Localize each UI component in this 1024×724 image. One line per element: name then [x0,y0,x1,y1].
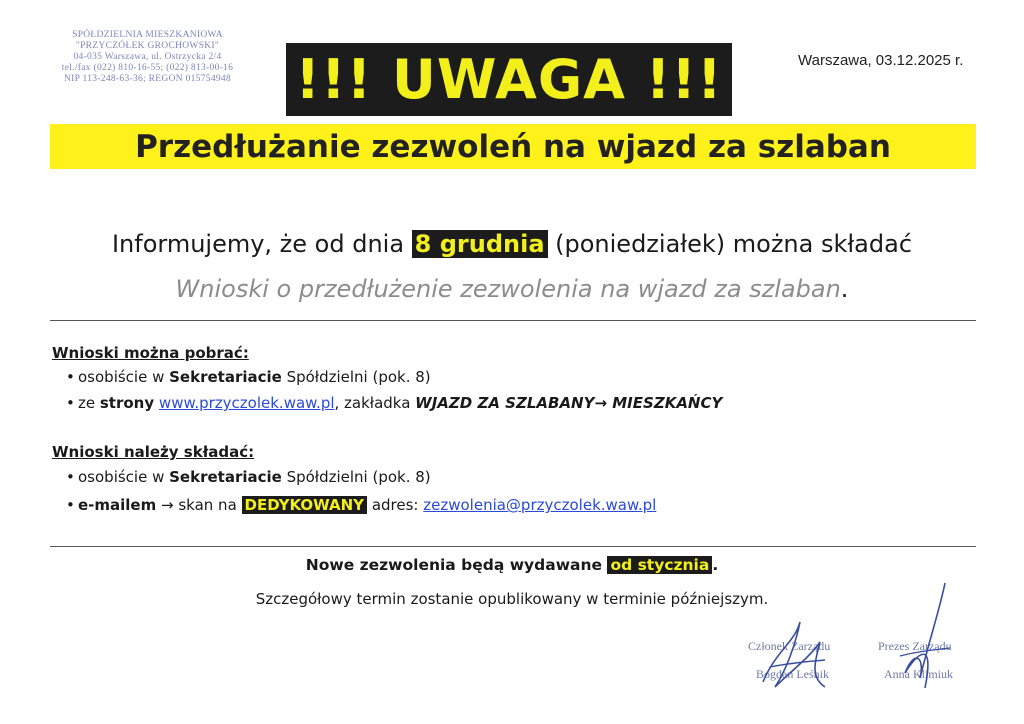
handwritten-signature-president [895,578,955,698]
signature-name: Anna Klimiuk [884,667,953,681]
text: . [712,556,719,574]
document-date: Warszawa, 03.12.2025 r. [798,52,964,69]
tab-name: WJAZD ZA SZLABANY→ MIESZKAŃCY [415,394,723,412]
intro-date-highlight: 8 grudnia [412,230,548,258]
download-heading: Wnioski można pobrać: [52,344,249,362]
intro-line-2 [0,275,1024,303]
footer-notice [0,556,1024,574]
intro-line [0,230,1024,258]
footer-detail: Szczegółowy termin zostanie opublikowany w terminie późniejszym. [255,590,769,608]
signature-role: Członek Zarządu [748,639,831,653]
signature-name: Bogdan Leśnik [756,667,829,681]
intro-text-before: Informujemy, że od dnia [111,230,412,258]
letterhead-line: NIP 113-248-63-36; REGON 015754948 [63,74,232,84]
text: adres: [367,496,424,514]
text-bold: strony [99,394,155,412]
text: ze [78,394,100,412]
divider [50,546,976,547]
download-item-office [66,368,431,386]
bullet-dot: • [66,394,75,412]
letterhead-line: tel./fax (022) 810-16-55; (022) 813-00-16 [61,63,234,73]
letterhead-line: "PRZYCZÓŁEK GROCHOWSKI" [75,41,220,51]
text-bold: Sekretariacie [169,468,282,486]
submit-item-email [66,496,656,514]
handwritten-signature-member [755,612,835,697]
text: Spółdzielni (pok. 8) [281,468,431,486]
website-link[interactable]: www.przyczolek.waw.pl [158,394,335,412]
bullet-dot: • [66,496,75,514]
intro-line-2-period: . [840,275,849,303]
bullet-dot: • [66,368,75,386]
text-bold: Sekretariacie [169,368,282,386]
email-link[interactable]: zezwolenia@przyczolek.waw.pl [423,496,657,514]
intro-text-after: (poniedziałek) można składać [547,230,913,258]
text: osobiście w [78,468,170,486]
headline-uwaga: !!! UWAGA !!! [286,43,732,116]
text: Nowe zezwolenia będą wydawane [305,556,608,574]
text: osobiście w [78,368,170,386]
intro-line-2-text: Wnioski o przedłużenie zezwolenia na wjazd za szlaban [175,275,841,303]
letterhead-line: 04-035 Warszawa, ul. Ostrzycka 2/4 [73,52,222,62]
subtitle-banner: Przedłużanie zezwoleń na wjazd za szlaban [50,124,976,169]
signature-role: Prezes Zarządu [878,639,952,653]
dedicated-highlight: DEDYKOWANY [242,496,368,514]
download-item-website [66,394,722,412]
letterhead-stamp [40,30,255,85]
text: → skan na [156,496,242,514]
submit-item-office [66,468,431,486]
divider [50,320,976,321]
submit-heading: Wnioski należy składać: [52,443,255,461]
letterhead-line: SPÓŁDZIELNIA MIESZKANIOWA [72,30,223,40]
bullet-dot: • [66,468,75,486]
text-bold: e-mailem [78,496,157,514]
text: Spółdzielni (pok. 8) [281,368,431,386]
text: , zakładka [334,394,416,412]
january-highlight: od stycznia [607,556,712,574]
